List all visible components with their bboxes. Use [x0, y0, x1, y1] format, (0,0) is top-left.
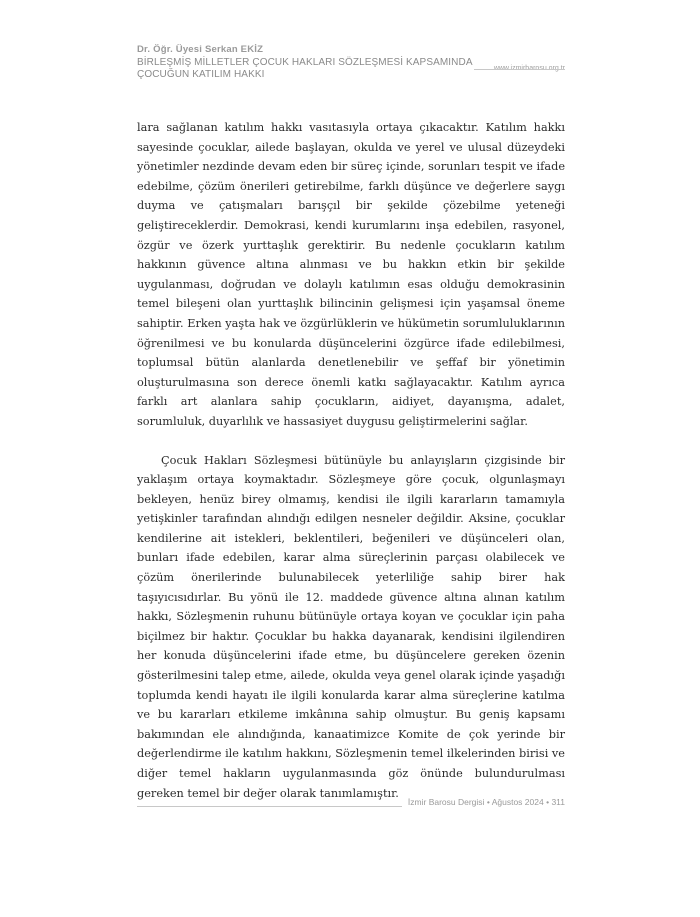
header-divider: [474, 69, 565, 70]
body-paragraph-2: Çocuk Hakları Sözleşmesi bütünüyle bu anlayışların çizgisinde bir yaklaşım ortaya koymaktadır. Sözleşmeye göre çocuk, olgunlaşmayı bekleyen, henüz birey olmamış, kendisi ile ilgili kararların tamamıyla yetişkinler tarafından alındığı edilgen nesneler değildir. Aksine, çocuklar kendilerine ait istekleri, beklentileri, beğenileri ve düşünceleri olan, bunları ifade edebilen, karar alma süreçlerinin parçası olabilecek ve çözüm önerilerinde bulunabilecek yeterliliğe sahip birer hak taşıyıcısıdırlar. Bu yönü ile 12. maddede güvence altına alınan katılım hakkı, Sözleşmenin ruhunu bütünüyle ortaya koyan ve çocuklar için paha biçilmez bir haktır. Çocuklar bu hakka dayanarak, kendisini ilgilendiren her konuda düşüncelerini ifade etme, bu düşüncelere gereken özenin gösterilmesini talep etme, ailede, okulda veya genel olarak içinde yaşadığı toplumda kendi hayatı ile ilgili konularda karar alma süreçlerine katılma ve bu kararları etkileme imkânına sahip olmuştur. Bu geniş kapsamı bakımından ele alındığında, kanaatimizce Komite de çok yerinde bir değerlendirme ile katılım hakkını, Sözleşmenin temel ilkelerinden birisi ve diğer temel hakların uygulanmasında göz önünde bulundurulması gereken temel bir değer olarak tanımlamıştır.: [137, 453, 565, 800]
journal-name: İzmir Barosu Dergisi: [407, 797, 485, 807]
footer-separator-2: •: [546, 797, 550, 807]
article-title-line-1: BİRLEŞMİŞ MİLLETLER ÇOCUK HAKLARI SÖZLEŞMESİ KAPSAMINDA: [137, 57, 473, 68]
issue-date: Ağustos 2024: [491, 797, 544, 807]
page-number: 311: [551, 797, 565, 807]
body-paragraph-1: lara sağlanan katılım hakkı vasıtasıyla ortaya çıkacaktır. Katılım hakkı sayesinde çocuklar, ailede başlayan, okulda ve yerel ve ulusal düzeydeki yönetimler nezdinde devam eden bir süreç içinde, sorunları tespit ve ifade edebilme, çözüm önerileri getirebilme, farklı düşünce ve değerlere saygı duyma ve çatışmaları barışçıl bir şekilde çözebilme yeteneği geliştireceklerdir. Demokrasi, kendi kurumlarını inşa edebilen, rasyonel, özgür ve özerk yurttaşlık gerektirir. Bu nedenle çocukların katılım hakkının güvence altına alınması ve bu hakkın etkin bir şekilde uygulanması, doğrudan ve dolaylı katılımın esas olduğu demokrasinin temel bileşeni olan yurttaşlık bilincinin gelişmesi için yaşamsal öneme sahiptir. Erken yaşta hak ve özgürlüklerin ve hükümetin sorumluluklarının öğrenilmesi ve bu konularda düşüncelerini özgürce ifade edilebilmesi, toplumsal bütün alanlarda denetlenebilir ve şeffaf bir yönetimin oluşturulmasına son derece önemli katkı sağlayacaktır. Katılım ayrıca farklı art alanlara sahip çocukların, aidiyet, dayanışma, adalet, sorumluluk, duyarlılık ve hassasiyet duygusu geliştirmelerini sağlar.: [137, 121, 565, 428]
article-body: [137, 118, 565, 803]
running-footer: [402, 797, 565, 807]
website-url: www.izmirbarosu.org.tr: [493, 65, 565, 72]
article-title-line-2: ÇOCUĞUN KATILIM HAKKI: [137, 69, 265, 80]
author-name: Dr. Öğr. Üyesi Serkan EKİZ: [137, 44, 264, 55]
running-header: [137, 44, 565, 81]
footer-separator-1: •: [486, 797, 490, 807]
